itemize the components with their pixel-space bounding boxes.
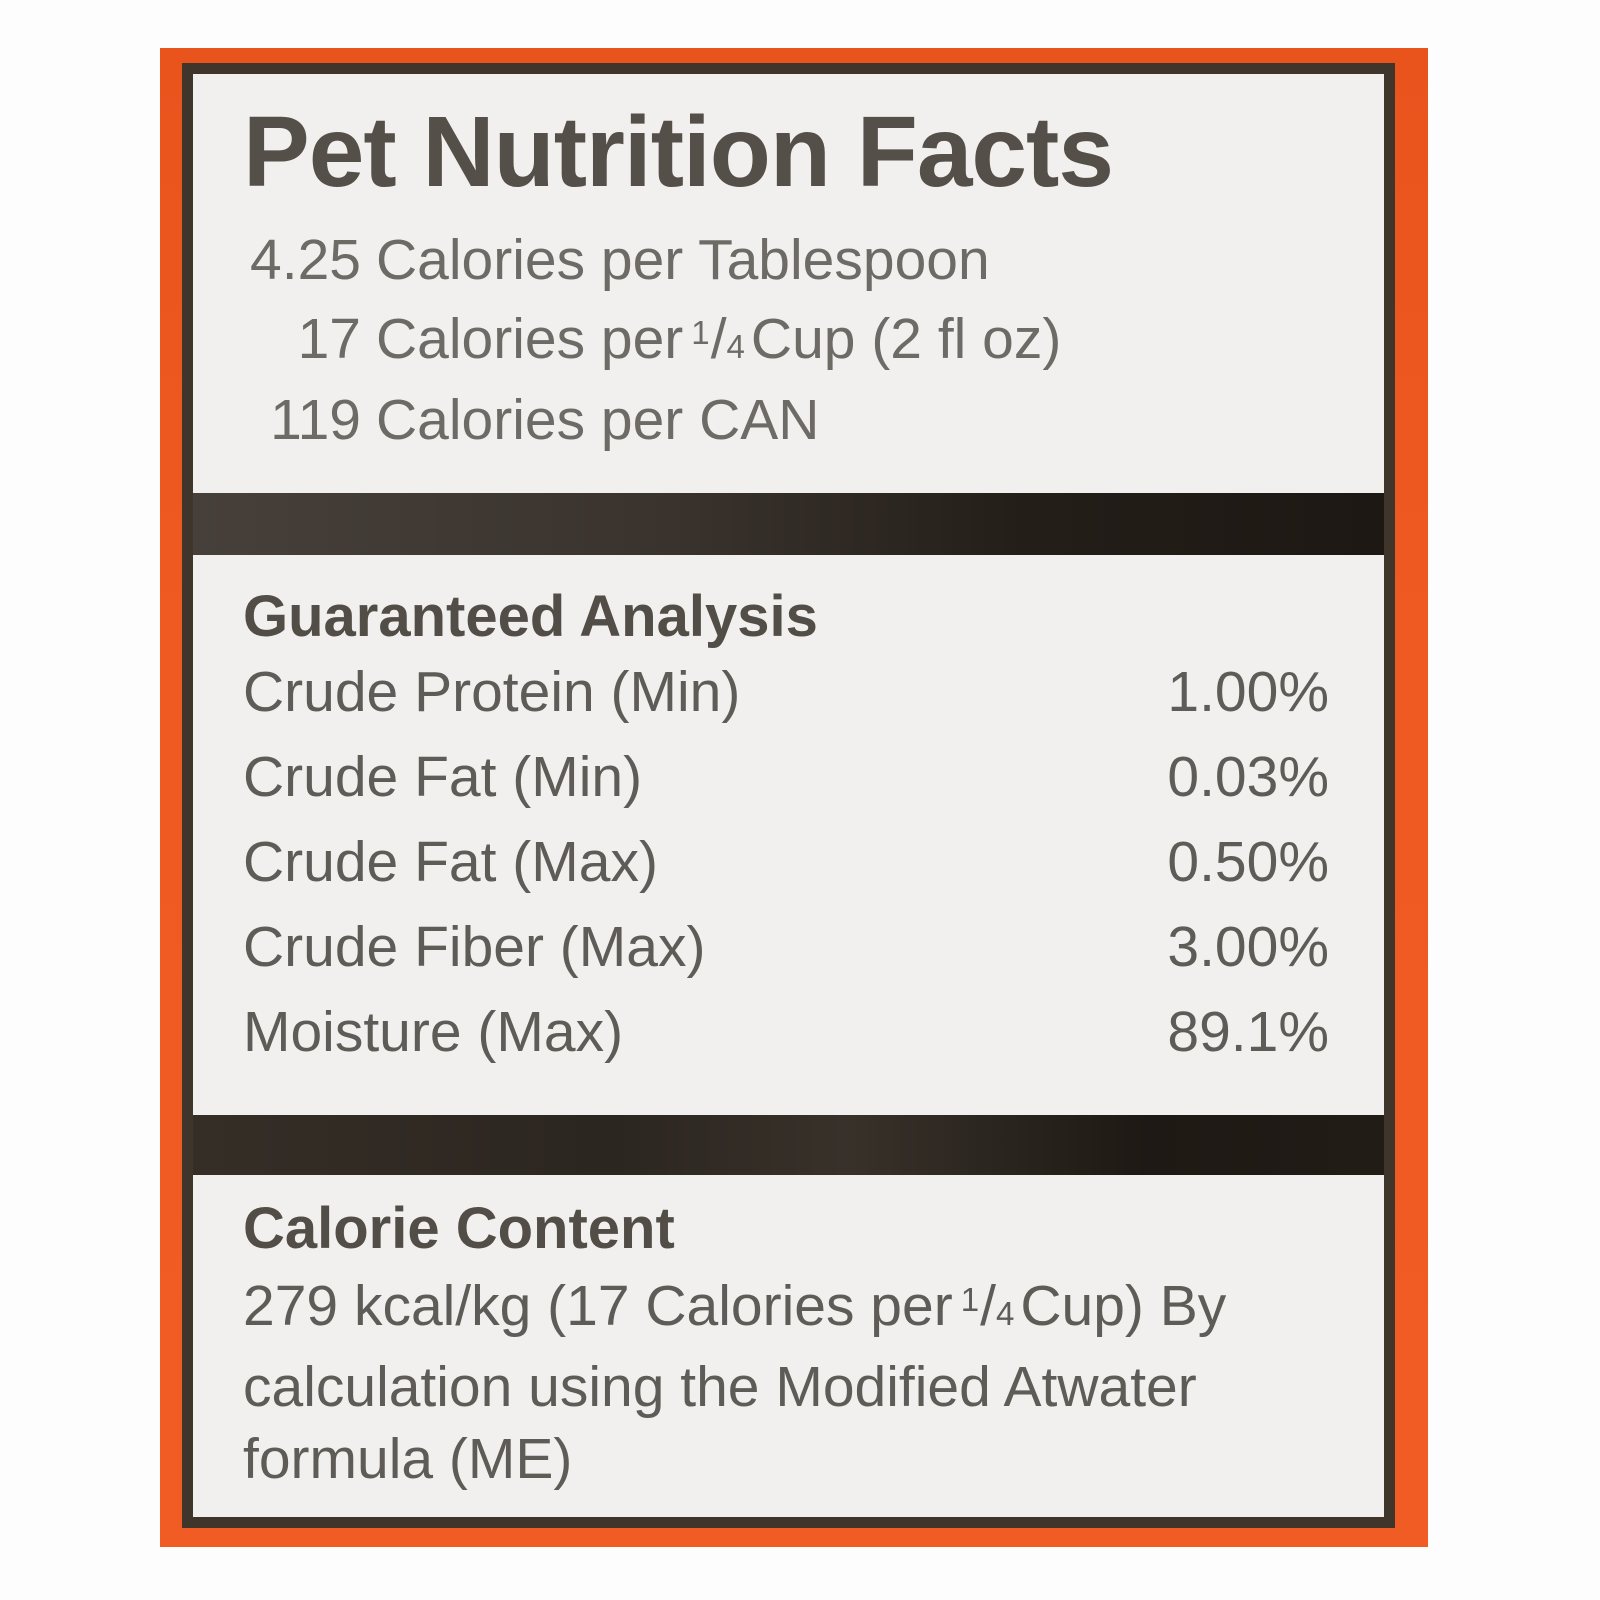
calorie-content-pre: 279 kcal/kg (17 Calories per [243,1273,953,1338]
calorie-content-heading: Calorie Content [243,1195,675,1261]
nutrient-value: 3.00% [1167,914,1329,979]
table-row [243,650,1329,735]
nutrient-label: Crude Fiber (Max) [243,914,706,979]
table-row [243,990,1329,1075]
calories-per-tablespoon-line [243,224,1329,297]
calorie-content-section [193,1175,1384,1495]
calories-can-text: Calories per CAN [376,387,820,452]
nutrient-value: 89.1% [1167,999,1329,1064]
calorie-content-text [243,1261,1329,1495]
calories-tablespoon-value: 4.25 [250,228,361,292]
calories-summary-section [193,74,1384,457]
orange-can-wrap [160,48,1428,1547]
nutrient-value: 0.50% [1167,829,1329,894]
calories-tablespoon-text: Calories per Tablespoon [376,228,990,292]
quarter-fraction: $^1$/4 [691,306,745,371]
calories-can-value: 119 [270,387,361,452]
guaranteed-analysis-table [243,650,1329,1075]
nutrient-value: 0.03% [1167,744,1329,809]
nutrient-label: Crude Fat (Max) [243,829,658,894]
calories-per-can-line [243,384,1329,457]
guaranteed-analysis-heading: Guaranteed Analysis [243,583,818,649]
calorie-content-post: Cup) By calculation using the Modified Atwater formula (ME) [243,1273,1227,1491]
table-row [243,905,1329,990]
quarter-fraction: $^1$/4 [960,1273,1015,1338]
guaranteed-analysis-section [193,555,1384,1075]
calories-quarter-cup-value: 17 [297,306,361,371]
calories-quarter-cup-pre: Calories per [376,306,684,371]
calories-quarter-cup-post: Cup (2 fl oz) [750,306,1062,371]
nutrient-label: Moisture (Max) [243,999,624,1064]
nutrient-label: Crude Protein (Min) [243,659,741,724]
pet-nutrition-facts-label [182,63,1395,1528]
separator-bar-bottom [193,1115,1384,1175]
calories-per-quarter-cup-line [243,297,1329,384]
table-row [243,820,1329,905]
calories-summary [243,224,1329,457]
separator-bar-top [193,493,1384,555]
table-row [243,735,1329,820]
nutrient-value: 1.00% [1167,659,1329,724]
nutrient-label: Crude Fat (Min) [243,744,643,809]
label-title: Pet Nutrition Facts [243,96,1113,208]
